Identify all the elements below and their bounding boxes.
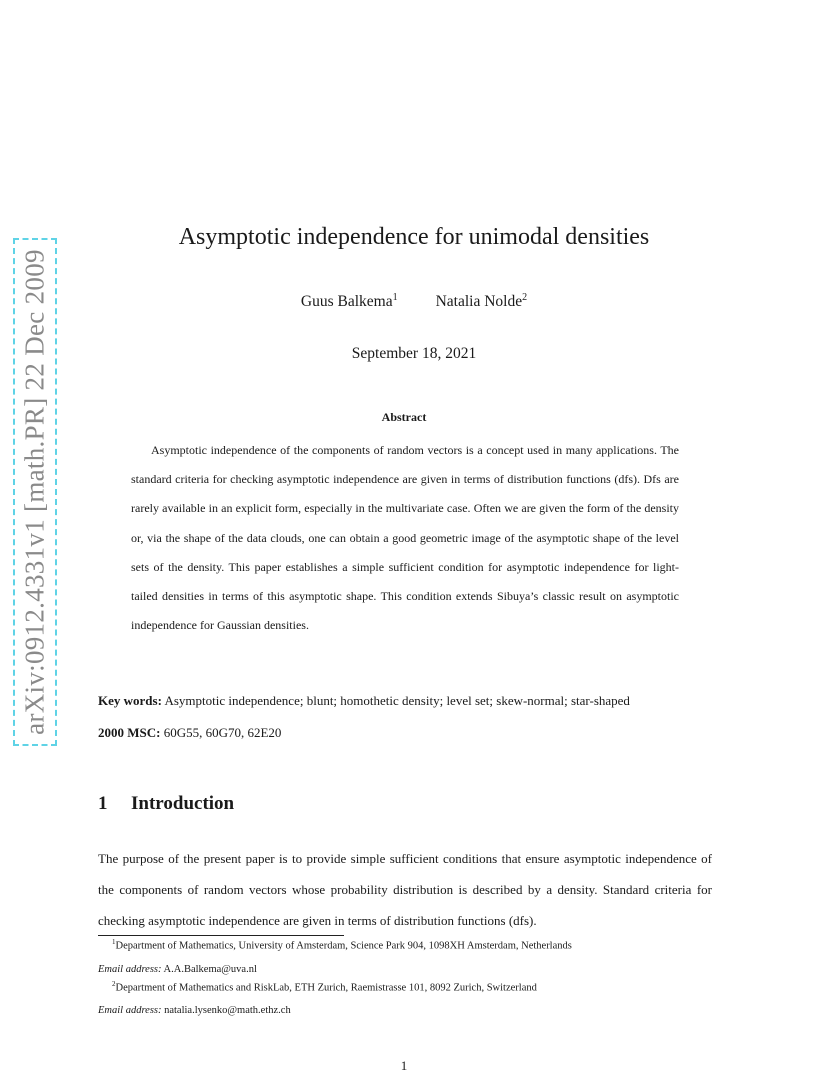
keywords-label: Key words: [98, 693, 162, 708]
msc-codes [98, 725, 718, 741]
email-label: Email address: [98, 1005, 162, 1016]
footnote-2 [98, 980, 732, 994]
section-number: 1 [98, 793, 108, 814]
author-name: Guus Balkema [300, 293, 393, 311]
abstract-text: Asymptotic independence of the components of random vectors is a concept used in many applications. The standard criteria for checking asymptotic independence are given in terms of distribution functions (dfs). Dfs are rarely available in an explicit form, especially in the multivariate case. Often we are given the form of the density or, via the shape of the data clouds, one can obtain a good geometric image of the asymptotic shape of the level sets of the density. This paper establishes a simple sufficient condition for asymptotic independence for light-tailed densities in terms of this asymptotic shape. This condition extends Sibuya’s classic result on asymptotic independence for Gaussian densities. [131, 443, 679, 633]
email-label: Email address: [98, 964, 162, 975]
arxiv-stamp: arXiv:0912.4331v1 [math.PR] 22 Dec 2009 [19, 249, 50, 735]
intro-paragraph: The purpose of the present paper is to provide simple sufficient conditions that ensure asymptotic independence of the components of random vectors whose probability distribution is described by a density. Standard criteria for checking asymptotic independence are given in terms of distribution functions (dfs). [98, 851, 712, 928]
author-name: Natalia Nolde [435, 293, 523, 311]
keywords-text: Asymptotic independence; blunt; homothetic density; level set; skew-normal; star-shaped [164, 693, 630, 708]
author-footnote-mark: 1 [392, 292, 398, 303]
msc-text: 60G55, 60G70, 62E20 [163, 725, 282, 740]
msc-label: 2000 MSC: [98, 725, 161, 740]
authors [0, 292, 828, 311]
footnote-mark: 2 [112, 980, 116, 988]
section-heading [98, 793, 234, 815]
email-address[interactable]: A.A.Balkema@uva.nl [163, 964, 257, 975]
email-address[interactable]: natalia.lysenko@math.ethz.ch [164, 1005, 291, 1016]
footnote-text: Department of Mathematics, University of Amsterdam, Science Park 904, 1098XH Amsterdam, Netherlands [115, 940, 572, 952]
footnote-2-email [98, 1005, 718, 1016]
footnote-mark: 1 [112, 938, 116, 946]
section-title: Introduction [131, 793, 235, 814]
footnote-1 [98, 938, 732, 952]
footnote-rule [98, 935, 344, 936]
paper-title: Asymptotic independence for unimodal densities [178, 224, 650, 250]
footnote-text: Department of Mathematics and RiskLab, ETH Zurich, Raemistrasse 101, 8092 Zurich, Switzerland [115, 982, 537, 994]
page-number: 1 [400, 1058, 408, 1073]
author-footnote-mark: 2 [522, 292, 528, 303]
abstract-heading: Abstract [381, 410, 427, 424]
footnote-1-email [98, 964, 718, 975]
paper-date: September 18, 2021 [351, 345, 477, 362]
keywords [98, 693, 718, 709]
